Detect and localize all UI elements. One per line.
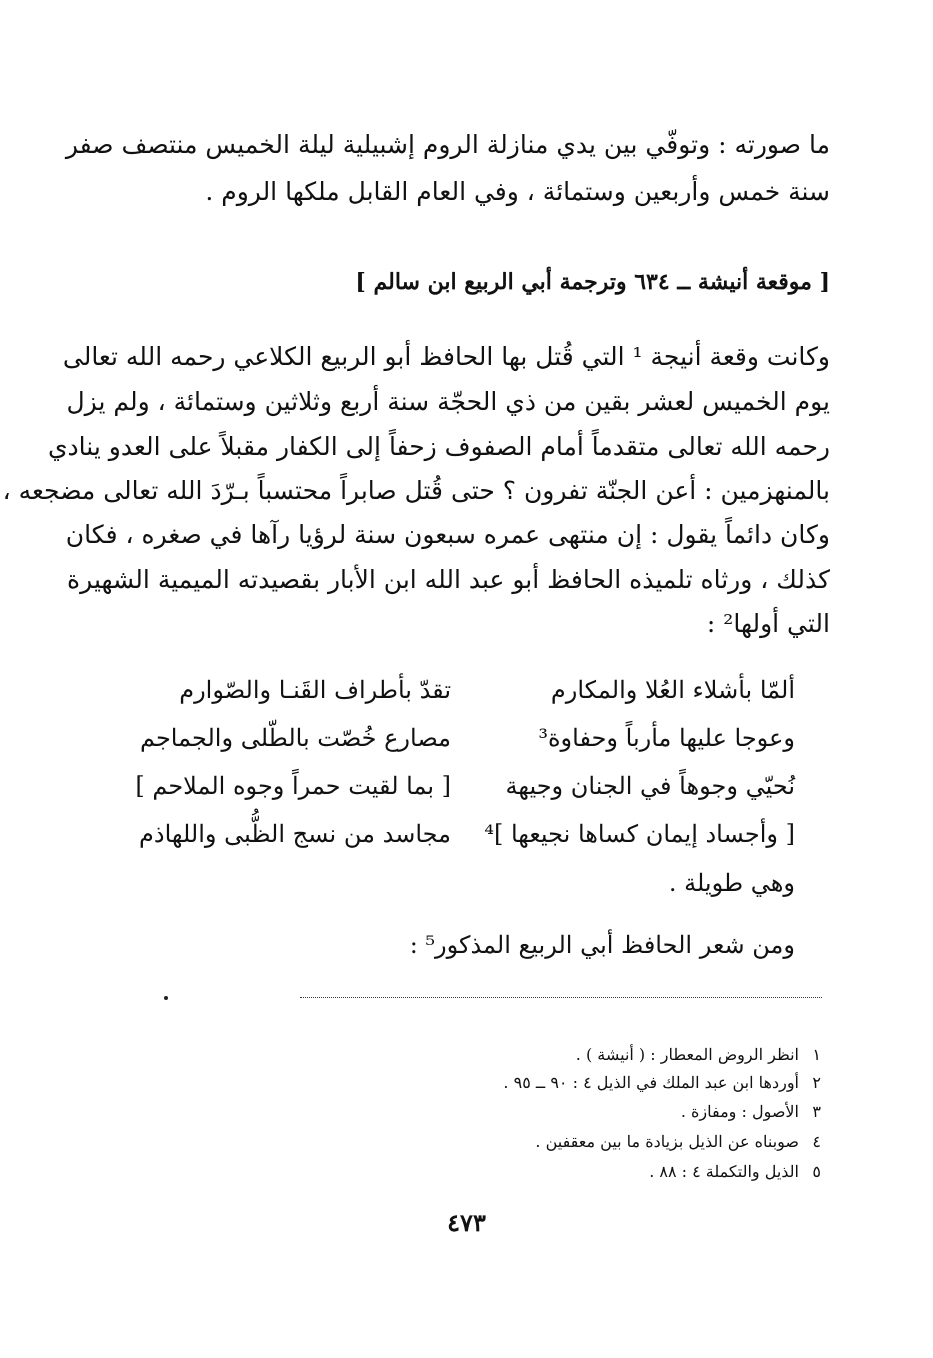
verse-2-second-hemistich: مصارع خُصّت بالطّلى والجماجم — [140, 724, 451, 752]
verse-1-first-hemistich: ألمّا بأشلاء العُلا والمكارم — [550, 676, 795, 704]
footnote-number: ٤ — [812, 1132, 821, 1151]
footnote-text: الذيل والتكملة ٤ : ٨٨ . — [649, 1162, 799, 1181]
footnote-number: ٣ — [812, 1102, 821, 1121]
footnote-1 — [261, 1040, 821, 1070]
footnote-3 — [261, 1097, 821, 1127]
opening-line-1: ما صورته : وتوفّي بين يدي منازلة الروم إشبيلية ليلة الخميس منتصف صفر — [65, 130, 830, 159]
verse-3-first-hemistich: نُحيّي وجوهاً في الجنان وجيهة — [505, 772, 795, 800]
verse-4-second-hemistich: مجاسد من نسج الظُّبى واللهاذم — [139, 820, 451, 848]
footnote-number: ٥ — [812, 1162, 821, 1181]
paragraph-line-6: كذلك ، ورثاه تلميذه الحافظ أبو عبد الله ابن الأبار بقصيدته الميمية الشهيرة — [67, 565, 830, 594]
footnote-text: انظر الروض المعطار : ( أنيشة ) . — [575, 1045, 799, 1064]
footnote-4 — [261, 1127, 821, 1157]
footnote-separator — [300, 997, 822, 998]
page-number: ٤٧٣ — [447, 1208, 486, 1237]
paragraph-line-1: وكانت وقعة أنيجة ¹ التي قُتل بها الحافظ أبو الربيع الكلاعي رحمه الله تعالى — [62, 342, 830, 371]
footnote-number: ١ — [812, 1045, 821, 1064]
footnote-text: صوبناه عن الذيل بزيادة ما بين معقفين . — [535, 1132, 799, 1151]
section-heading: [ موقعة أنيشة ــ ٦٣٤ وترجمة أبي الربيع ابن سالم ] — [355, 269, 830, 295]
verse-1-second-hemistich: تقدّ بأطراف القَنـا والصّوارم — [179, 676, 451, 704]
next-poem-intro: ومن شعر الحافظ أبي الربيع المذكور⁵ : — [409, 931, 795, 959]
poem-closing-note: وهي طويلة . — [668, 869, 795, 897]
verse-2-first-hemistich: وعوجا عليها مأرباً وحفاوة³ — [538, 724, 795, 752]
footnote-2 — [261, 1068, 821, 1098]
ink-speck — [164, 996, 168, 1000]
footnote-text: الأصول : ومفازة . — [680, 1102, 799, 1121]
paragraph-line-7: التي أولها² : — [706, 609, 830, 638]
footnote-number: ٢ — [812, 1073, 821, 1092]
paragraph-line-4: بالمنهزمين : أعن الجنّة تفرون ؟ حتى قُتل صابراً محتسباً بـرّدَ الله تعالى مضجعه ، — [2, 476, 830, 505]
footnote-5 — [261, 1157, 821, 1187]
verse-3-second-hemistich: [ بما لقيت حمراً وجوه الملاحم ] — [135, 772, 451, 800]
footnote-text: أوردها ابن عبد الملك في الذيل ٤ : ٩٠ ــ ٩٥ . — [503, 1073, 799, 1092]
verse-4-first-hemistich: [ وأجساد إيمان كساها نجيعها ]⁴ — [484, 820, 795, 848]
paragraph-line-3: رحمه الله تعالى متقدماً أمام الصفوف زحفاً إلى الكفار مقبلاً على العدو ينادي — [47, 432, 830, 461]
paragraph-line-5: وكان دائماً يقول : إن منتهى عمره سبعون سنة لرؤيا رآها في صغره ، فكان — [65, 520, 830, 549]
paragraph-line-2: يوم الخميس لعشر بقين من ذي الحجّة سنة أربع وثلاثين وستمائة ، ولم يزل — [66, 387, 830, 416]
opening-line-2: سنة خمس وأربعين وستمائة ، وفي العام القابل ملكها الروم . — [205, 177, 830, 206]
